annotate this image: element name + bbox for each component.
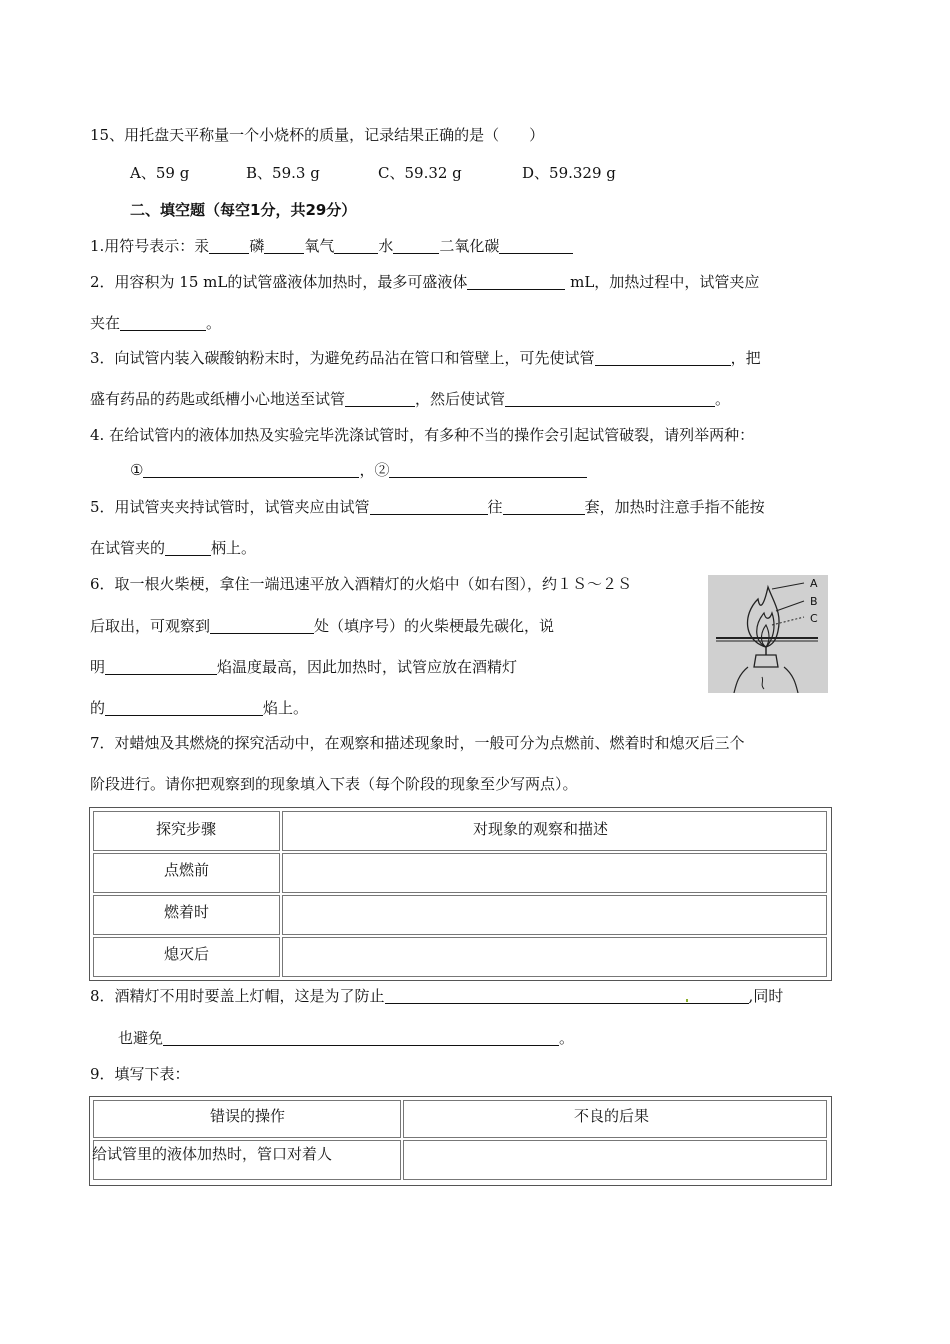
stray-mark: [686, 999, 688, 1002]
flame-diagram-icon: [708, 575, 828, 693]
header-observation: 对现象的观察和描述: [473, 820, 609, 838]
answer-cell-burning[interactable]: [282, 895, 827, 935]
q6-line-3: [90, 659, 517, 675]
table-header-cell: [93, 811, 280, 851]
label-a: A: [810, 577, 818, 590]
q6-blank-2[interactable]: [105, 659, 217, 675]
option-d[interactable]: D、59.329 g: [522, 164, 616, 182]
q1-label-3: 氧气: [304, 237, 335, 255]
q2-line-2: [90, 315, 221, 331]
table-header-cell: [93, 1100, 401, 1138]
section-title: 二、填空题（每空1分，共29分）: [130, 201, 357, 219]
q15-stem: 15、用托盘天平称量一个小烧杯的质量，记录结果正确的是（ ）: [90, 126, 545, 144]
q3-blank-1[interactable]: [595, 350, 731, 366]
q4-marker-1: ①: [130, 461, 144, 479]
q1-blank-2[interactable]: [264, 238, 304, 254]
table-row-label: [93, 895, 280, 935]
answer-cell-before[interactable]: [282, 853, 827, 893]
option-a[interactable]: A、59 g: [130, 164, 190, 182]
q5-line-2: [90, 540, 256, 556]
q3-text-d: ，然后使试管: [415, 390, 506, 408]
q6-text-c: 明: [90, 658, 106, 676]
q2-text-a: 2．用容积为 15 mL的试管盛液体加热时，最多可盛液体: [90, 273, 468, 291]
q8-text-d: 。: [559, 1029, 575, 1047]
q1-label-4: 水: [378, 237, 394, 255]
q2-text-d: 。: [206, 314, 222, 332]
q3-line-2: [90, 391, 730, 407]
q6-text-e: 的: [90, 699, 106, 717]
q1-blank-5[interactable]: [499, 238, 573, 254]
q2-text-b: mL，加热过程中，试管夹应: [565, 273, 760, 291]
q5-blank-2[interactable]: [503, 499, 585, 515]
q8-blank-1[interactable]: [385, 988, 749, 1004]
q2-line-1: [90, 274, 759, 290]
q4-marker-2: ，②: [359, 461, 390, 479]
table-header-cell: [403, 1100, 827, 1138]
table-header-cell: [282, 811, 827, 851]
q3-line-1: [90, 350, 761, 366]
q6-line-1: 6．取一根火柴梗，拿住一端迅速平放入酒精灯的火焰中（如右图），约１Ｓ～２Ｓ: [90, 575, 633, 593]
q3-text-a: 3．向试管内装入碳酸钠粉末时，为避免药品沾在管口和管壁上，可先使试管: [90, 349, 595, 367]
row-while-burning: 燃着时: [164, 903, 210, 921]
q3-text-e: 。: [715, 390, 731, 408]
observation-table: [89, 807, 832, 981]
q6-line-4: [90, 700, 308, 716]
answer-cell-after[interactable]: [282, 937, 827, 977]
q1-prefix: 1.用符号表示：汞: [90, 237, 210, 255]
row-after-extinguish: 熄灭后: [164, 945, 210, 963]
q6-line-2: [90, 618, 554, 634]
q6-text-f: 焰上。: [263, 699, 309, 717]
q6-text-d: 焰温度最高，因此加热时，试管应放在酒精灯: [217, 658, 518, 676]
q5-line-1: [90, 499, 765, 515]
q8-text-c: 也避免: [118, 1029, 164, 1047]
option-b[interactable]: B、59.3 g: [246, 164, 320, 182]
table-row-label: [93, 853, 280, 893]
q5-text-e: 柄上。: [211, 539, 257, 557]
q3-blank-3[interactable]: [505, 391, 715, 407]
q5-text-a: 5．用试管夹夹持试管时，试管夹应由试管: [90, 498, 370, 516]
alcohol-lamp-figure: [708, 575, 828, 693]
q6-blank-1[interactable]: [210, 618, 314, 634]
q6-text-b: 处（填序号）的火柴梗最先碳化，说: [314, 617, 555, 635]
q1-blank-4[interactable]: [393, 238, 439, 254]
q2-blank-2[interactable]: [120, 315, 206, 331]
row-wrong-operation: 给试管里的液体加热时，管口对着人: [92, 1145, 333, 1163]
q5-blank-3[interactable]: [165, 540, 211, 556]
q5-blank-1[interactable]: [370, 499, 488, 515]
q3-blank-2[interactable]: [345, 391, 415, 407]
q6-text-a: 后取出，可观察到: [90, 617, 211, 635]
q6-blank-3[interactable]: [105, 700, 263, 716]
q1-blank-1[interactable]: [209, 238, 249, 254]
q5-text-d: 在试管夹的: [90, 539, 166, 557]
option-c[interactable]: C、59.32 g: [378, 164, 462, 182]
q3-text-c: 盛有药品的药匙或纸槽小心地送至试管: [90, 390, 346, 408]
header-wrong-operation: 错误的操作: [210, 1107, 286, 1125]
q8-blank-2[interactable]: [163, 1030, 559, 1046]
q9-line-1: 9．填写下表：: [90, 1065, 190, 1083]
label-c: C: [810, 612, 818, 625]
q1-label-2: 磷: [249, 237, 265, 255]
q2-blank-1[interactable]: [467, 274, 565, 290]
q1-line: [90, 238, 573, 254]
q4-line-1: 4. 在给试管内的液体加热及实验完毕洗涤试管时，有多种不当的操作会引起试管破裂，请列举两种：: [90, 426, 755, 444]
q4-blank-1[interactable]: [143, 462, 359, 478]
row-before-lighting: 点燃前: [164, 861, 210, 879]
q3-text-b: ，把: [730, 349, 761, 367]
q7-line-2: 阶段进行。请你把观察到的现象填入下表（每个阶段的现象至少写两点）。: [90, 775, 578, 793]
q8-text-b: ,同时: [748, 987, 784, 1005]
mistake-table: [89, 1096, 832, 1186]
q1-label-5: 二氧化碳: [439, 237, 500, 255]
header-step: 探究步骤: [156, 820, 217, 838]
q5-text-c: 套，加热时注意手指不能按: [584, 498, 765, 516]
table-row-label: [93, 937, 280, 977]
q2-text-c: 夹在: [90, 314, 121, 332]
q8-line-1: [90, 988, 783, 1004]
header-consequence: 不良的后果: [574, 1107, 650, 1125]
table-row: [93, 1140, 401, 1180]
label-b: B: [810, 595, 818, 608]
q1-blank-3[interactable]: [334, 238, 378, 254]
q8-text-a: 8．酒精灯不用时要盖上灯帽，这是为了防止: [90, 987, 385, 1005]
q5-text-b: 往: [487, 498, 503, 516]
q4-blank-2[interactable]: [389, 462, 587, 478]
q4-line-2: [130, 462, 587, 478]
q7-line-1: 7．对蜡烛及其燃烧的探究活动中，在观察和描述现象时，一般可分为点燃前、燃着时和熄灭后三个: [90, 734, 745, 752]
answer-cell-consequence[interactable]: [403, 1140, 827, 1180]
q8-line-2: [118, 1030, 574, 1046]
